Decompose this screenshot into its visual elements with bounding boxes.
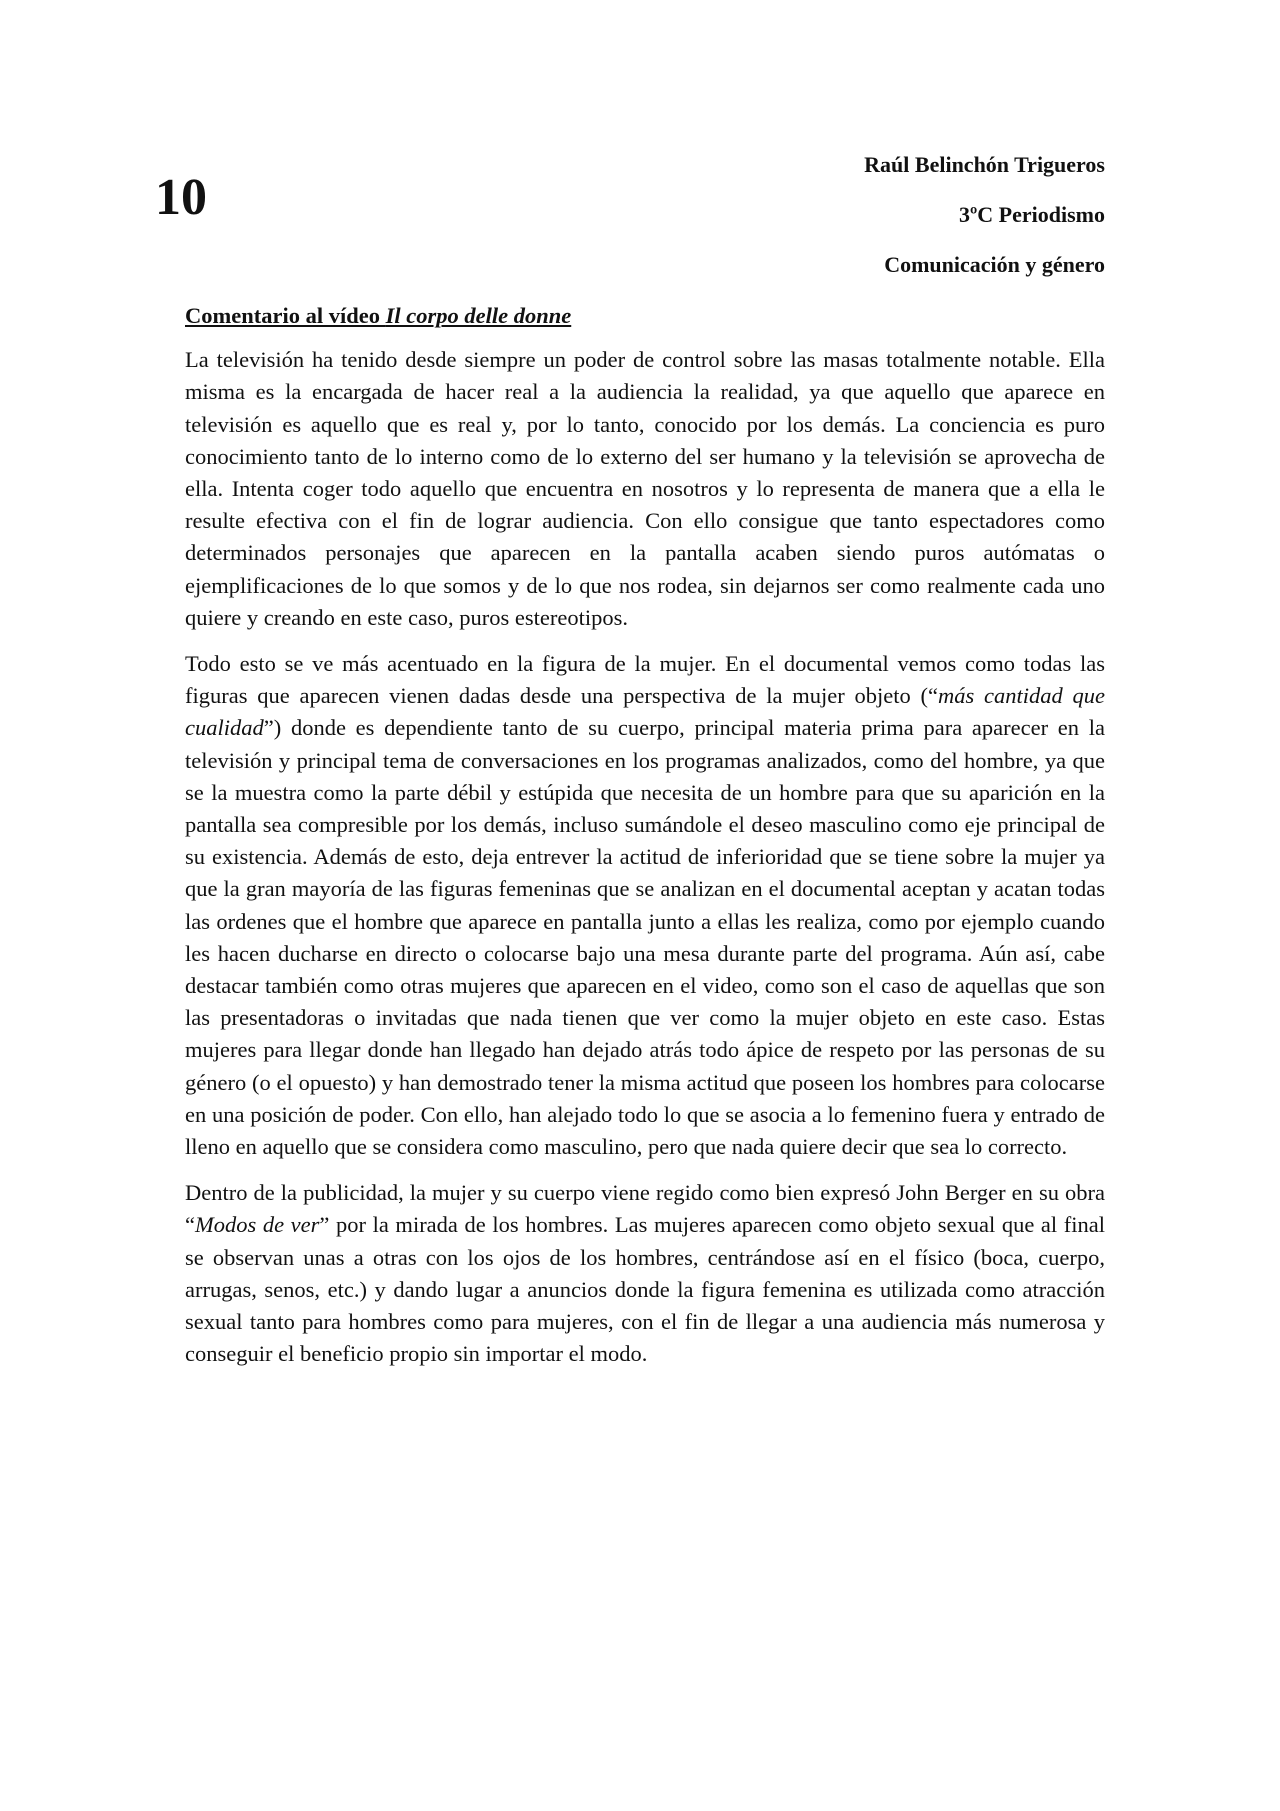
paragraph-3-book: Modos de ver bbox=[195, 1212, 320, 1238]
subject-name: Comunicación y género bbox=[884, 252, 1105, 277]
document-body bbox=[185, 300, 1105, 1385]
course-name: 3ºC Periodismo bbox=[959, 202, 1105, 227]
author-name: Raúl Belinchón Trigueros bbox=[864, 152, 1105, 177]
paragraph-3 bbox=[185, 1177, 1105, 1370]
paragraph-1: La televisión ha tenido desde siempre un poder de control sobre las masas totalmente notable. Ella misma es la encargada de hacer real a la audiencia la realidad, ya que aquello que aparece en televisión es aquello que es real y, por lo tanto, conocido por los demás. La conciencia es puro conocimiento tanto de lo interno como de lo externo del ser humano y la televisión se aprovecha de ella. Intenta coger todo aquello que encuentra en nosotros y lo representa de manera que a ella le resulte efectiva con el fin de lograr audiencia. Con ello consigue que tanto espectadores como determinados personajes que aparecen en la pantalla acaben siendo puros autómatas o ejemplificaciones de lo que somos y de lo que nos rodea, sin dejarnos ser como realmente cada uno quiere y creando en este caso, puros estereotipos. bbox=[185, 347, 1105, 630]
paragraph-2-start: Todo esto se ve más acentuado en la figura de la mujer. En el documental vemos como todas las figuras que aparecen vienen dadas desde una perspectiva de la mujer objeto (“ bbox=[185, 651, 1105, 709]
paragraph-2 bbox=[185, 648, 1105, 1163]
document-title bbox=[185, 300, 1105, 332]
paragraph-3-end: ” por la mirada de los hombres. Las mujeres aparecen como objeto sexual que al final se observan unas a otras con los ojos de los hombres, centrándose así en el físico (boca, cuerpo, arrugas, senos, etc.) y dando lugar a anuncios donde la figura femenina es utilizada como atracción sexual tanto para hombres como para mujeres, con el fin de llegar a una audiencia más numerosa y conseguir el beneficio propio sin importar el modo. bbox=[185, 1212, 1106, 1367]
paragraph-2-quote: más cantidad que cualidad bbox=[185, 683, 1105, 741]
grade-mark: 10 bbox=[155, 169, 207, 226]
header-block bbox=[864, 150, 1105, 300]
title-film: Il corpo delle donne bbox=[385, 303, 572, 328]
paragraph-2-end: ”) donde es dependiente tanto de su cuerpo, principal materia prima para aparecer en la televisión y principal tema de conversaciones en los programas analizados, como del hombre, ya que se la muestra como la parte débil y estúpida que necesita de un hombre para que su aparición en la pantalla sea compresible por los demás, incluso sumándole el deseo masculino como eje principal de su existencia. Además de esto, deja entrever la actitud de inferioridad que se tiene sobre la mujer ya que la gran mayoría de las figuras femeninas que se analizan en el documental aceptan y acatan todas las ordenes que el hombre que aparece en pantalla junto a ellas les realiza, como por ejemplo cuando les hacen ducharse en directo o colocarse bajo una mesa durante parte del programa. Aún así, cabe destacar también como otras mujeres que aparecen en el video, como son el caso de aquellas que son las presentadoras o invitadas que nada tienen que ver como la mujer objeto en este caso. Estas mujeres para llegar donde han llegado han dejado atrás todo ápice de respeto por las personas de su género (o el opuesto) y han demostrado tener la misma actitud que poseen los hombres para colocarse en una posición de poder. Con ello, han alejado todo lo que se asocia a lo femenino fuera y entrado de lleno en aquello que se considera como masculino, pero que nada quiere decir que sea lo correcto. bbox=[185, 715, 1105, 1160]
title-prefix: Comentario al vídeo bbox=[185, 303, 386, 328]
paragraph-3-start: Dentro de la publicidad, la mujer y su cuerpo viene regido como bien expresó John Berger en su obra “ bbox=[185, 1180, 1105, 1238]
